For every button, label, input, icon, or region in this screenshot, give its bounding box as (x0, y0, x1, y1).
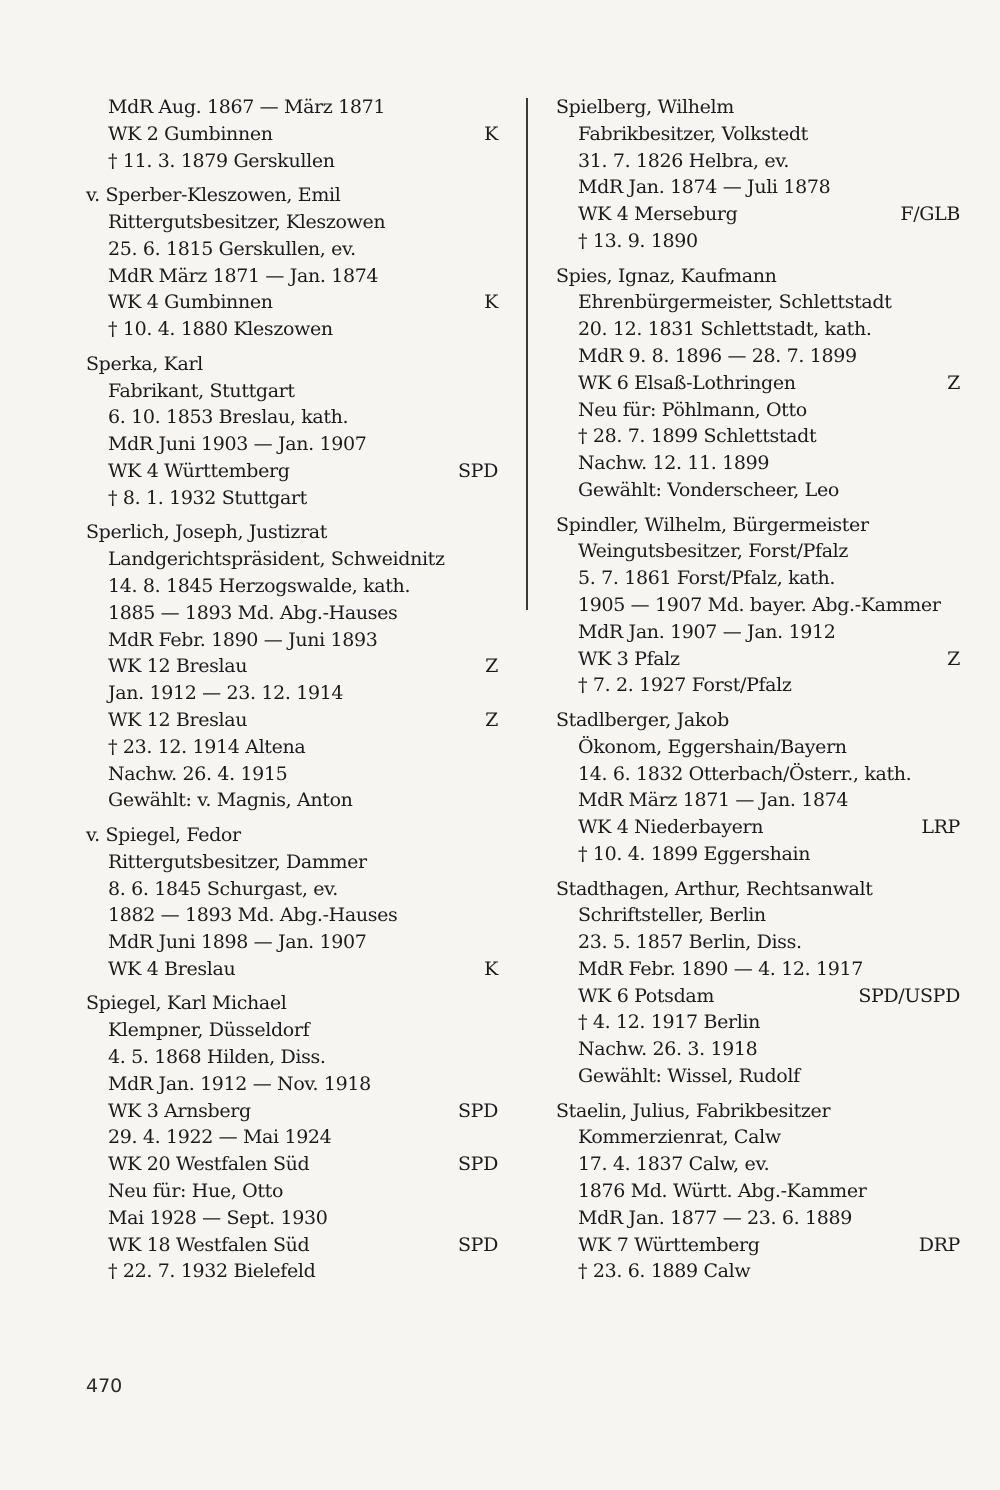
line-text: Fabrikbesitzer, Volkstedt (578, 122, 808, 145)
entry-detail-line (86, 707, 498, 734)
line-text: † 10. 4. 1880 Kleszowen (108, 318, 333, 341)
entry-detail-line (86, 289, 498, 316)
biography-entry (86, 94, 498, 174)
line-text: MdR Jan. 1907 — Jan. 1912 (578, 620, 836, 643)
line-text: 5. 7. 1861 Forst/Pfalz, kath. (578, 567, 836, 590)
line-text: Nachw. 12. 11. 1899 (578, 452, 770, 475)
entry-detail-line (86, 1017, 498, 1044)
party-label: Z (485, 655, 498, 678)
entry-detail-line (86, 458, 498, 485)
entry-detail-line (86, 121, 498, 148)
entry-detail-line (556, 761, 960, 788)
biography-entry (556, 1098, 960, 1286)
entry-detail-line (556, 370, 960, 397)
entry-detail-line (86, 431, 498, 458)
line-text: MdR Febr. 1890 — 4. 12. 1917 (578, 957, 863, 980)
entry-detail-line (86, 849, 498, 876)
line-text: Landgerichtspräsident, Schweidnitz (108, 548, 445, 571)
entry-detail-line (86, 209, 498, 236)
entry-detail-line (86, 148, 498, 175)
line-text: Spiegel, Karl Michael (86, 992, 287, 1015)
entry-name-line (86, 519, 498, 546)
entry-detail-line (86, 263, 498, 290)
line-text: WK 4 Gumbinnen (108, 291, 273, 314)
biography-entry (86, 182, 498, 343)
line-text: Gewählt: Wissel, Rudolf (578, 1065, 800, 1088)
line-text: 14. 8. 1845 Herzogswalde, kath. (108, 574, 411, 597)
entry-detail-line (556, 592, 960, 619)
left-column (86, 94, 498, 1293)
entry-detail-line (556, 1009, 960, 1036)
line-text: 6. 10. 1853 Breslau, kath. (108, 406, 349, 429)
entry-detail-line (556, 902, 960, 929)
line-text: WK 2 Gumbinnen (108, 122, 273, 145)
line-text: v. Sperber-Kleszowen, Emil (86, 184, 341, 207)
line-text: WK 3 Arnsberg (108, 1099, 251, 1122)
line-text: Ehrenbürgermeister, Schlettstadt (578, 291, 892, 314)
line-text: Rittergutsbesitzer, Dammer (108, 850, 367, 873)
entry-detail-line (86, 1098, 498, 1125)
line-text: Nachw. 26. 4. 1915 (108, 762, 288, 785)
entry-detail-line (556, 734, 960, 761)
line-text: Ökonom, Eggershain/Bayern (578, 735, 847, 758)
entry-detail-line (556, 983, 960, 1010)
line-text: Spielberg, Wilhelm (556, 96, 734, 118)
line-text: MdR Jan. 1877 — 23. 6. 1889 (578, 1206, 852, 1229)
entry-detail-line (556, 841, 960, 868)
party-label: K (484, 957, 498, 980)
line-text: † 7. 2. 1927 Forst/Pfalz (578, 674, 792, 697)
party-label: K (484, 122, 498, 145)
entry-detail-line (556, 343, 960, 370)
entry-detail-line (86, 1071, 498, 1098)
line-text: MdR Juni 1898 — Jan. 1907 (108, 931, 367, 954)
party-label: Z (485, 708, 498, 731)
line-text: † 11. 3. 1879 Gerskullen (108, 149, 335, 172)
entry-detail-line (556, 1063, 960, 1090)
entry-detail-line (556, 477, 960, 504)
entry-name-line (556, 1098, 960, 1125)
biography-entry (556, 263, 960, 504)
line-text: 1876 Md. Württ. Abg.-Kammer (578, 1180, 867, 1203)
line-text: † 8. 1. 1932 Stuttgart (108, 486, 307, 509)
entry-name-line (86, 182, 498, 209)
party-label: Z (947, 371, 960, 394)
line-text: Gewählt: Vonderscheer, Leo (578, 478, 839, 501)
entry-detail-line (556, 646, 960, 673)
party-label: SPD (458, 1099, 498, 1122)
party-label: SPD (458, 1153, 498, 1176)
line-text: 25. 6. 1815 Gerskullen, ev. (108, 237, 356, 260)
entry-detail-line (556, 538, 960, 565)
line-text: MdR Juni 1903 — Jan. 1907 (108, 433, 367, 456)
line-text: WK 4 Niederbayern (578, 816, 764, 839)
line-text: WK 6 Elsaß-Lothringen (578, 371, 796, 394)
line-text: 23. 5. 1857 Berlin, Diss. (578, 931, 802, 954)
entry-detail-line (86, 627, 498, 654)
entry-detail-line (86, 485, 498, 512)
biography-entry (86, 519, 498, 814)
line-text: Spies, Ignaz, Kaufmann (556, 264, 777, 287)
entry-name-line (556, 512, 960, 539)
line-text: Mai 1928 — Sept. 1930 (108, 1206, 328, 1229)
entry-detail-line (556, 228, 960, 255)
entry-detail-line (86, 404, 498, 431)
line-text: 1905 — 1907 Md. bayer. Abg.-Kammer (578, 593, 941, 616)
entry-detail-line (86, 1044, 498, 1071)
line-text: 14. 6. 1832 Otterbach/Österr., kath. (578, 762, 912, 785)
entry-detail-line (556, 1178, 960, 1205)
line-text: † 13. 9. 1890 (578, 229, 698, 252)
entry-detail-line (556, 1232, 960, 1259)
entry-name-line (556, 707, 960, 734)
party-label: SPD/USPD (858, 984, 960, 1007)
party-label: LRP (921, 816, 960, 839)
entry-detail-line (556, 423, 960, 450)
party-label: F/GLB (900, 203, 960, 226)
line-text: 8. 6. 1845 Schurgast, ev. (108, 877, 338, 900)
line-text: Stadthagen, Arthur, Rechtsanwalt (556, 877, 873, 900)
line-text: Jan. 1912 — 23. 12. 1914 (108, 682, 344, 705)
party-label: K (484, 291, 498, 314)
entry-detail-line (86, 1151, 498, 1178)
line-text: WK 4 Merseburg (578, 203, 738, 226)
line-text: MdR Aug. 1867 — März 1871 (108, 96, 386, 118)
line-text: 17. 4. 1837 Calw, ev. (578, 1153, 770, 1176)
entry-detail-line (86, 902, 498, 929)
line-text: Schriftsteller, Berlin (578, 904, 766, 927)
entry-detail-line (86, 653, 498, 680)
line-text: Spindler, Wilhelm, Bürgermeister (556, 513, 869, 536)
line-text: † 23. 12. 1914 Altena (108, 735, 306, 758)
entry-detail-line (86, 1178, 498, 1205)
line-text: 29. 4. 1922 — Mai 1924 (108, 1126, 332, 1149)
biography-entry (556, 707, 960, 868)
entry-detail-line (86, 1205, 498, 1232)
entry-name-line (86, 990, 498, 1017)
entry-name-line (556, 876, 960, 903)
line-text: WK 6 Potsdam (578, 984, 715, 1007)
entry-detail-line (556, 929, 960, 956)
party-label: SPD (458, 459, 498, 482)
line-text: 20. 12. 1831 Schlettstadt, kath. (578, 318, 872, 341)
entry-detail-line (556, 1205, 960, 1232)
entry-detail-line (556, 397, 960, 424)
biography-entry (556, 94, 960, 255)
entry-detail-line (86, 680, 498, 707)
line-text: Nachw. 26. 3. 1918 (578, 1038, 758, 1061)
entry-detail-line (556, 619, 960, 646)
entry-detail-line (556, 174, 960, 201)
biography-entry (556, 876, 960, 1090)
entry-detail-line (556, 1151, 960, 1178)
entry-detail-line (86, 787, 498, 814)
line-text: MdR März 1871 — Jan. 1874 (108, 264, 379, 287)
entry-detail-line (86, 546, 498, 573)
entry-detail-line (86, 316, 498, 343)
entry-name-line (556, 94, 960, 121)
line-text: WK 3 Pfalz (578, 647, 680, 670)
entry-detail-line (556, 316, 960, 343)
party-label: SPD (458, 1233, 498, 1256)
entry-detail-line (86, 94, 498, 121)
entry-detail-line (86, 876, 498, 903)
line-text: Staelin, Julius, Fabrikbesitzer (556, 1099, 831, 1122)
line-text: Weingutsbesitzer, Forst/Pfalz (578, 540, 849, 563)
entry-name-line (556, 263, 960, 290)
line-text: Fabrikant, Stuttgart (108, 379, 295, 402)
line-text: Sperka, Karl (86, 352, 203, 375)
line-text: † 4. 12. 1917 Berlin (578, 1011, 761, 1034)
line-text: 4. 5. 1868 Hilden, Diss. (108, 1046, 326, 1069)
party-label: DRP (918, 1233, 960, 1256)
line-text: Stadlberger, Jakob (556, 708, 729, 731)
entry-detail-line (556, 787, 960, 814)
line-text: Sperlich, Joseph, Justizrat (86, 521, 328, 544)
party-label: Z (947, 647, 960, 670)
line-text: † 23. 6. 1889 Calw (578, 1260, 751, 1283)
line-text: MdR Febr. 1890 — Juni 1893 (108, 628, 378, 651)
entry-detail-line (556, 1036, 960, 1063)
line-text: Kommerzienrat, Calw (578, 1126, 781, 1149)
line-text: WK 4 Württemberg (108, 459, 290, 482)
entry-detail-line (86, 573, 498, 600)
entry-detail-line (556, 672, 960, 699)
entry-detail-line (86, 929, 498, 956)
column-divider (526, 98, 528, 610)
line-text: † 22. 7. 1932 Bielefeld (108, 1260, 316, 1283)
line-text: † 28. 7. 1899 Schlettstadt (578, 425, 817, 448)
biography-entry (556, 512, 960, 700)
line-text: MdR Jan. 1912 — Nov. 1918 (108, 1072, 371, 1095)
line-text: Gewählt: v. Magnis, Anton (108, 789, 353, 812)
line-text: Rittergutsbesitzer, Kleszowen (108, 210, 386, 233)
line-text: v. Spiegel, Fedor (86, 823, 241, 846)
entry-detail-line (86, 1124, 498, 1151)
line-text: Klempner, Düsseldorf (108, 1019, 310, 1042)
entry-detail-line (86, 734, 498, 761)
entry-detail-line (86, 236, 498, 263)
entry-detail-line (556, 956, 960, 983)
entry-detail-line (86, 761, 498, 788)
line-text: 1885 — 1893 Md. Abg.-Hauses (108, 601, 398, 624)
line-text: MdR Jan. 1874 — Juli 1878 (578, 176, 831, 199)
entry-detail-line (556, 1124, 960, 1151)
right-column (556, 94, 960, 1293)
entry-detail-line (86, 378, 498, 405)
entry-detail-line (86, 1232, 498, 1259)
line-text: WK 12 Breslau (108, 655, 248, 678)
line-text: † 10. 4. 1899 Eggershain (578, 842, 811, 865)
line-text: WK 20 Westfalen Süd (108, 1153, 310, 1176)
entry-detail-line (86, 600, 498, 627)
biography-entry (86, 990, 498, 1285)
entry-detail-line (556, 121, 960, 148)
line-text: 1882 — 1893 Md. Abg.-Hauses (108, 904, 398, 927)
page-number: 470 (86, 1375, 123, 1397)
line-text: WK 4 Breslau (108, 957, 236, 980)
line-text: WK 18 Westfalen Süd (108, 1233, 310, 1256)
entry-detail-line (556, 1258, 960, 1285)
biography-entry (86, 822, 498, 983)
line-text: Neu für: Hue, Otto (108, 1180, 284, 1203)
entry-name-line (86, 822, 498, 849)
entry-detail-line (556, 565, 960, 592)
entry-detail-line (86, 956, 498, 983)
line-text: WK 12 Breslau (108, 708, 248, 731)
entry-detail-line (556, 201, 960, 228)
biography-entry (86, 351, 498, 512)
line-text: Neu für: Pöhlmann, Otto (578, 398, 807, 421)
entry-detail-line (556, 289, 960, 316)
entry-detail-line (556, 148, 960, 175)
line-text: WK 7 Württemberg (578, 1233, 760, 1256)
entry-detail-line (86, 1258, 498, 1285)
entry-detail-line (556, 814, 960, 841)
entry-detail-line (556, 450, 960, 477)
line-text: 31. 7. 1826 Helbra, ev. (578, 149, 790, 172)
line-text: MdR März 1871 — Jan. 1874 (578, 789, 849, 812)
entry-name-line (86, 351, 498, 378)
line-text: MdR 9. 8. 1896 — 28. 7. 1899 (578, 344, 857, 367)
